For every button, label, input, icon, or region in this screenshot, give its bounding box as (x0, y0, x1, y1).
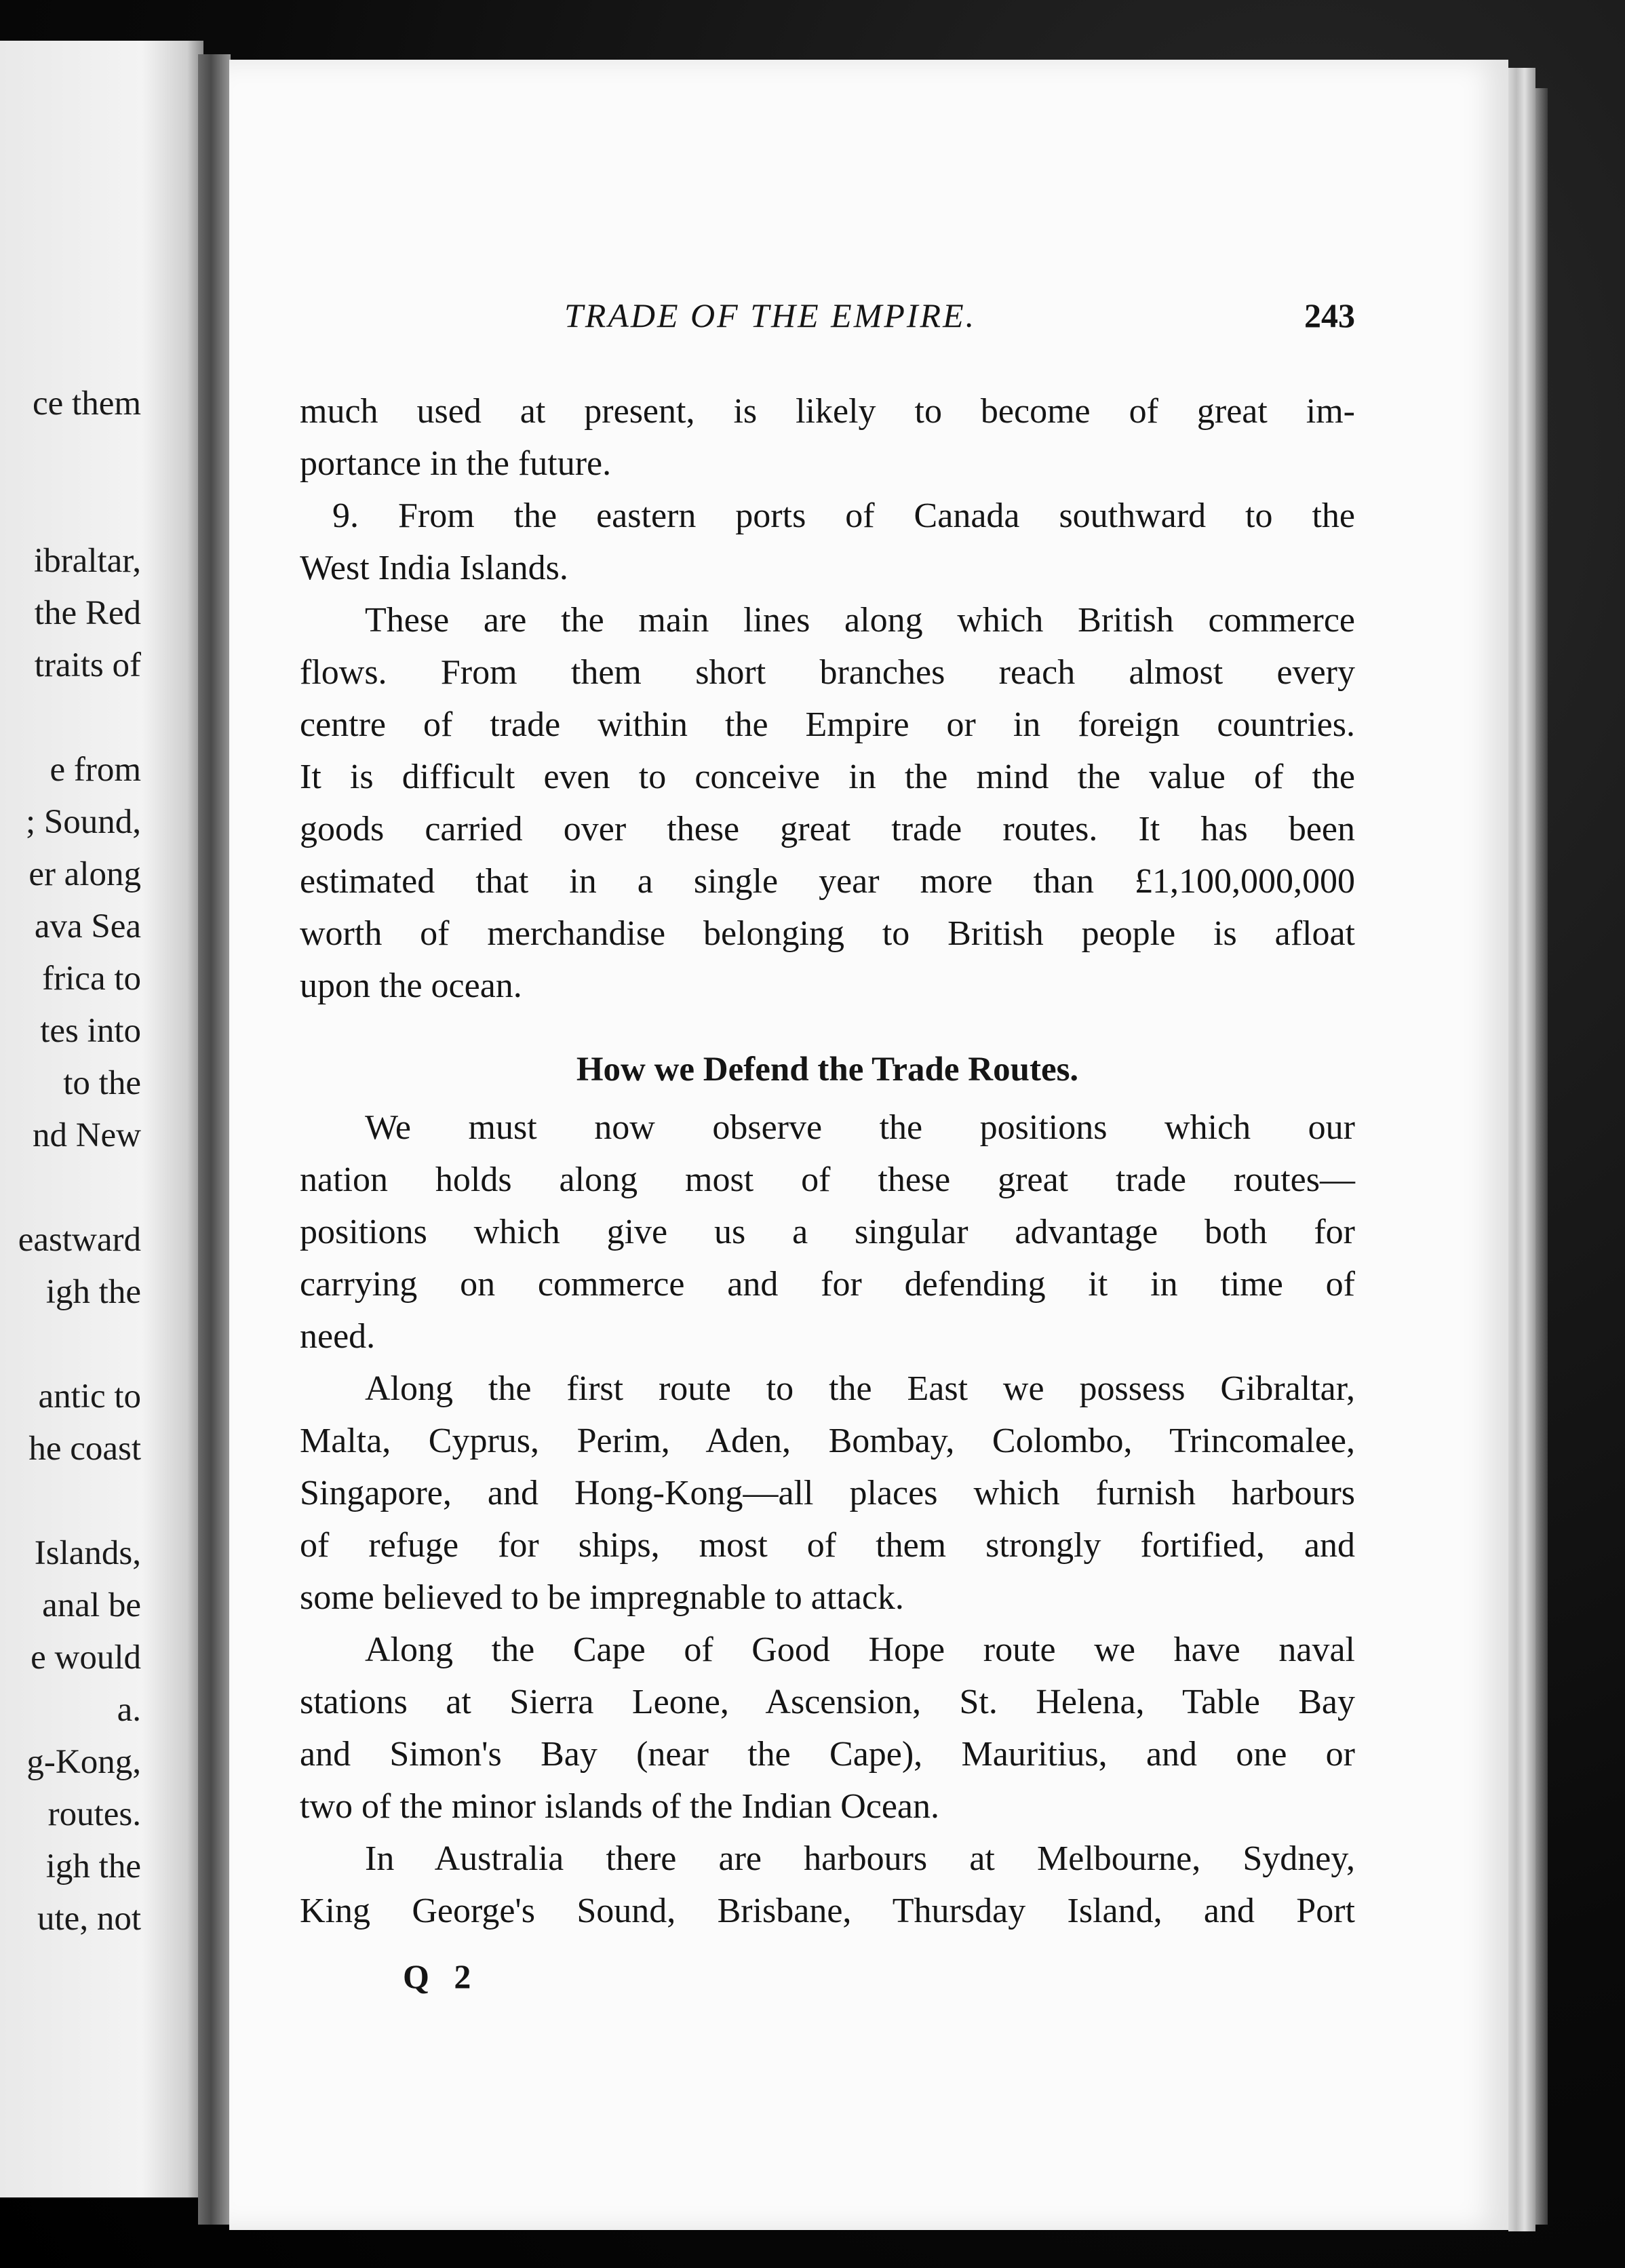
text-line: centre of trade within the Empire or in foreign countries. (300, 705, 1355, 744)
facing-line: traits of (34, 646, 141, 684)
text-line: two of the minor islands of the Indian Ocean. (300, 1787, 939, 1826)
text-line: some believed to be impregnable to attack. (300, 1578, 904, 1617)
text-line: much used at present, is likely to become of great im- (300, 392, 1355, 431)
facing-line: ibraltar, (34, 542, 141, 580)
book-gutter (198, 54, 231, 2225)
text-line: King George's Sound, Brisbane, Thursday Island, and Port (300, 1892, 1355, 1930)
page-edges (1508, 68, 1535, 2231)
facing-line: ava Sea (34, 907, 141, 945)
facing-line: e would (31, 1639, 141, 1677)
facing-line: igh the (45, 1273, 141, 1311)
page-number: 243 (1304, 296, 1355, 334)
running-head (300, 296, 1355, 339)
text-line: Along the first route to the East we possess Gibraltar, (365, 1369, 1355, 1408)
facing-line: ce them (33, 385, 141, 423)
facing-line: anal be (42, 1586, 141, 1624)
facing-line: to the (63, 1064, 141, 1102)
facing-line: igh the (45, 1847, 141, 1885)
facing-line: ute, not (37, 1900, 141, 1938)
text-line: We must now observe the positions which our (365, 1108, 1355, 1147)
signature-mark: Q 2 (403, 1957, 479, 1995)
text-line: These are the main lines along which British commerce (365, 601, 1355, 640)
facing-page-text (0, 41, 190, 2197)
text-line: West India Islands. (300, 549, 568, 587)
text-line: Singapore, and Hong-Kong—all places which furnish harbours (300, 1474, 1355, 1512)
facing-line: e from (50, 751, 141, 789)
text-line: estimated that in a single year more than £1,100,000,000 (300, 862, 1355, 901)
body-text (300, 385, 1355, 1937)
facing-line: frica to (42, 960, 141, 998)
running-title: TRADE OF THE EMPIRE. (564, 296, 977, 334)
facing-line: eastward (18, 1221, 141, 1259)
facing-line: he coast (28, 1430, 141, 1468)
text-line: portance in the future. (300, 444, 612, 483)
text-line: nation holds along most of these great trade routes— (300, 1160, 1355, 1199)
text-line: upon the ocean. (300, 966, 522, 1005)
text-line: Malta, Cyprus, Perim, Aden, Bombay, Colombo, Trincomalee, (300, 1422, 1355, 1460)
text-line: flows. From them short branches reach almost every (300, 653, 1355, 692)
facing-line: Islands, (34, 1534, 141, 1572)
text-line: 9. From the eastern ports of Canada southward to the (332, 496, 1355, 535)
facing-line: routes. (47, 1795, 141, 1833)
text-line: goods carried over these great trade routes. It has been (300, 810, 1355, 848)
text-line: Along the Cape of Good Hope route we have naval (365, 1630, 1355, 1669)
text-line: and Simon's Bay (near the Cape), Mauritius, and one or (300, 1735, 1355, 1774)
facing-line: the Red (34, 594, 141, 632)
facing-line: ; Sound, (25, 803, 141, 841)
text-line: positions which give us a singular advantage both for (300, 1213, 1355, 1251)
text-line: In Australia there are harbours at Melbourne, Sydney, (365, 1839, 1355, 1878)
facing-line: antic to (38, 1377, 141, 1415)
text-line: It is difficult even to conceive in the mind the value of the (300, 758, 1355, 796)
text-line: carrying on commerce and for defending it in time of (300, 1265, 1355, 1304)
facing-line: er along (28, 855, 141, 893)
page-edge-shadow (1535, 88, 1548, 2225)
facing-line: nd New (32, 1116, 141, 1154)
section-heading: How we Defend the Trade Routes. (576, 1051, 1079, 1089)
facing-page (0, 41, 203, 2197)
facing-line: g-Kong, (26, 1743, 141, 1781)
text-line: need. (300, 1317, 376, 1356)
text-line: of refuge for ships, most of them strongly fortified, and (300, 1526, 1355, 1565)
text-line: stations at Sierra Leone, Ascension, St. Helena, Table Bay (300, 1683, 1355, 1721)
text-line: worth of merchandise belonging to British people is afloat (300, 914, 1355, 953)
facing-line: tes into (40, 1012, 141, 1050)
facing-line: a. (117, 1691, 141, 1729)
